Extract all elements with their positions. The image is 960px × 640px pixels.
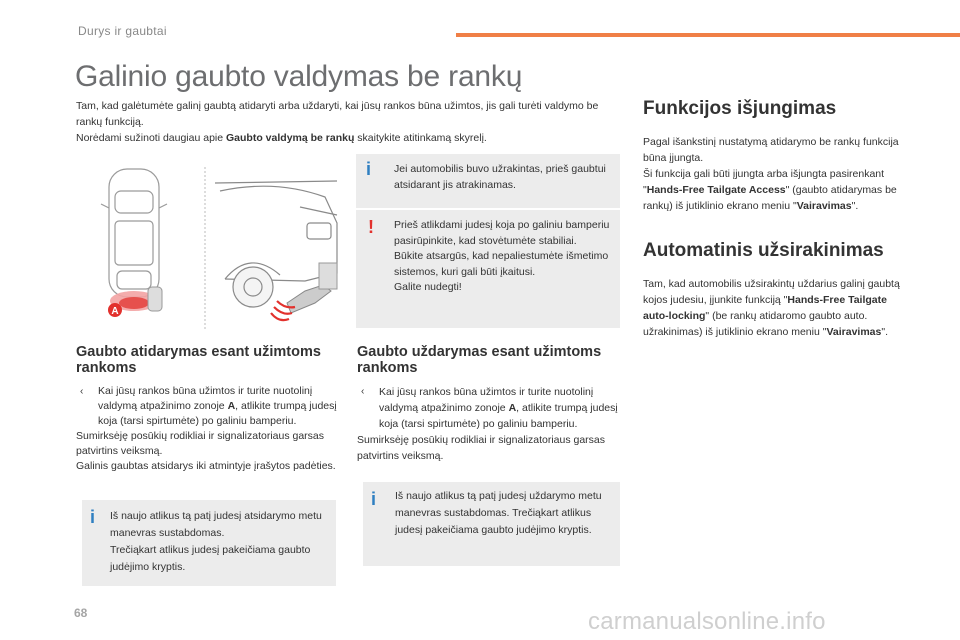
autolock-heading: Automatinis užsirakinimas bbox=[643, 240, 884, 261]
deactivation-line-2: Ši funkcija gali būti įjungta arba išjungta pasirenkant "Hands-Free Tailgate Access" (gaubto atidarymas be rankų) iš jutiklinio ekrano meniu "Vairavimas". bbox=[643, 168, 897, 212]
info-note-unlock-text: Jei automobilis buvo užrakintas, prieš gaubtui atsidarant jis atrakinamas. bbox=[394, 163, 606, 191]
header-accent-bar bbox=[456, 33, 960, 37]
deactivation-heading: Funkcijos išjungimas bbox=[643, 98, 837, 119]
opening-heading: Gaubto atidarymas esant užimtoms rankoms bbox=[76, 344, 321, 376]
opening-para-2: Galinis gaubtas atsidarys iki atmintyje įrašytos padėties. bbox=[76, 460, 336, 472]
page-title: Galinio gaubto valdymas be rankų bbox=[75, 60, 523, 93]
watermark: carmanualsonline.info bbox=[588, 608, 826, 635]
hands-free-tailgate-illustration bbox=[75, 163, 345, 335]
zone-marker-a bbox=[108, 303, 122, 317]
svg-text:A: A bbox=[111, 306, 119, 317]
opening-para-1: Sumirksėję posūkių rodikliai ir signalizatoriaus garsas patvirtins veiksmą. bbox=[76, 430, 325, 457]
warning-note-text: Prieš atlikdami judesį koja po galiniu bamperiu pasirūpinkite, kad stovėtumėte stabiliai. Būkite atsargūs, kad nepaliestumėte išmetimo sistemos, kuri gali būti įkaitusi. Galite nudegti! bbox=[394, 219, 610, 293]
car-top-view bbox=[101, 169, 167, 297]
opening-section bbox=[76, 344, 341, 474]
deactivation-section bbox=[643, 98, 905, 214]
closing-heading: Gaubto uždarymas esant užimtoms rankoms bbox=[357, 344, 602, 376]
bullet-flag-icon: ‹ bbox=[361, 386, 365, 397]
foot-icon bbox=[287, 263, 337, 313]
warning-note bbox=[356, 210, 620, 328]
info-note-opening-text: Iš naujo atlikus tą patį judesį atsidarymo metu manevras sustabdomas. Trečiąkart atlikus judesį pakeičiama gaubto judėjimo kryptis. bbox=[110, 510, 322, 573]
intro-line-1: Tam, kad galėtumėte galinį gaubtą atidaryti arba uždaryti, kai jūsų rankos būna užimtos, jis gali turėti valdymo be rankų funkciją. bbox=[76, 100, 599, 128]
deactivation-line-1: Pagal išankstinį nustatymą atidarymo be rankų funkcija būna įjungta. bbox=[643, 136, 899, 164]
chapter-title: Durys ir gaubtai bbox=[78, 24, 167, 38]
info-icon: i bbox=[371, 489, 377, 509]
warning-icon: ! bbox=[368, 217, 374, 237]
page-number: 68 bbox=[74, 606, 88, 620]
bullet-flag-icon: ‹ bbox=[80, 386, 84, 397]
info-icon: i bbox=[90, 507, 96, 527]
info-icon: i bbox=[366, 159, 372, 179]
closing-para-1: Sumirksėję posūkių rodikliai ir signalizatoriaus garsas patvirtins veiksmą. bbox=[357, 434, 606, 462]
intro-line-2: Norėdami sužinoti daugiau apie Gaubto valdymą be rankų skaitykite atitinkamą skyrelį. bbox=[76, 132, 487, 144]
intro-text bbox=[76, 98, 616, 146]
opening-bullet: ‹ Kai jūsų rankos būna užimtos ir turite nuotolinį valdymą atpažinimo zonoje A, atlikite trumpą judesį koja (tarsi spirtumėte) po galiniu bamperiu. bbox=[80, 385, 337, 427]
autolock-section bbox=[643, 240, 905, 340]
closing-bullet: ‹ Kai jūsų rankos būna užimtos ir turite nuotolinį valdymą atpažinimo zonoje A, atlikite trumpą judesį koja (tarsi spirtumėte) po galiniu bamperiu. bbox=[361, 386, 618, 430]
info-note-unlock bbox=[356, 154, 620, 208]
key-fob-icon bbox=[148, 287, 162, 311]
info-note-closing bbox=[363, 482, 620, 566]
autolock-text: Tam, kad automobilis užsirakintų uždarius galinį gaubtą kojos judesiu, įjunkite funkciją "Hands-Free Tailgate auto-locking" (be rankų atidaromo gaubto auto. užrakinimas) iš jutiklinio ekrano meniu "Vairavimas". bbox=[643, 278, 900, 338]
closing-section bbox=[357, 344, 623, 464]
info-note-opening bbox=[82, 500, 336, 586]
info-note-closing-text: Iš naujo atlikus tą patį judesį uždarymo metu manevras sustabdomas. Trečiąkart atlikus judesį pakeičiama gaubto judėjimo kryptis. bbox=[395, 490, 602, 536]
